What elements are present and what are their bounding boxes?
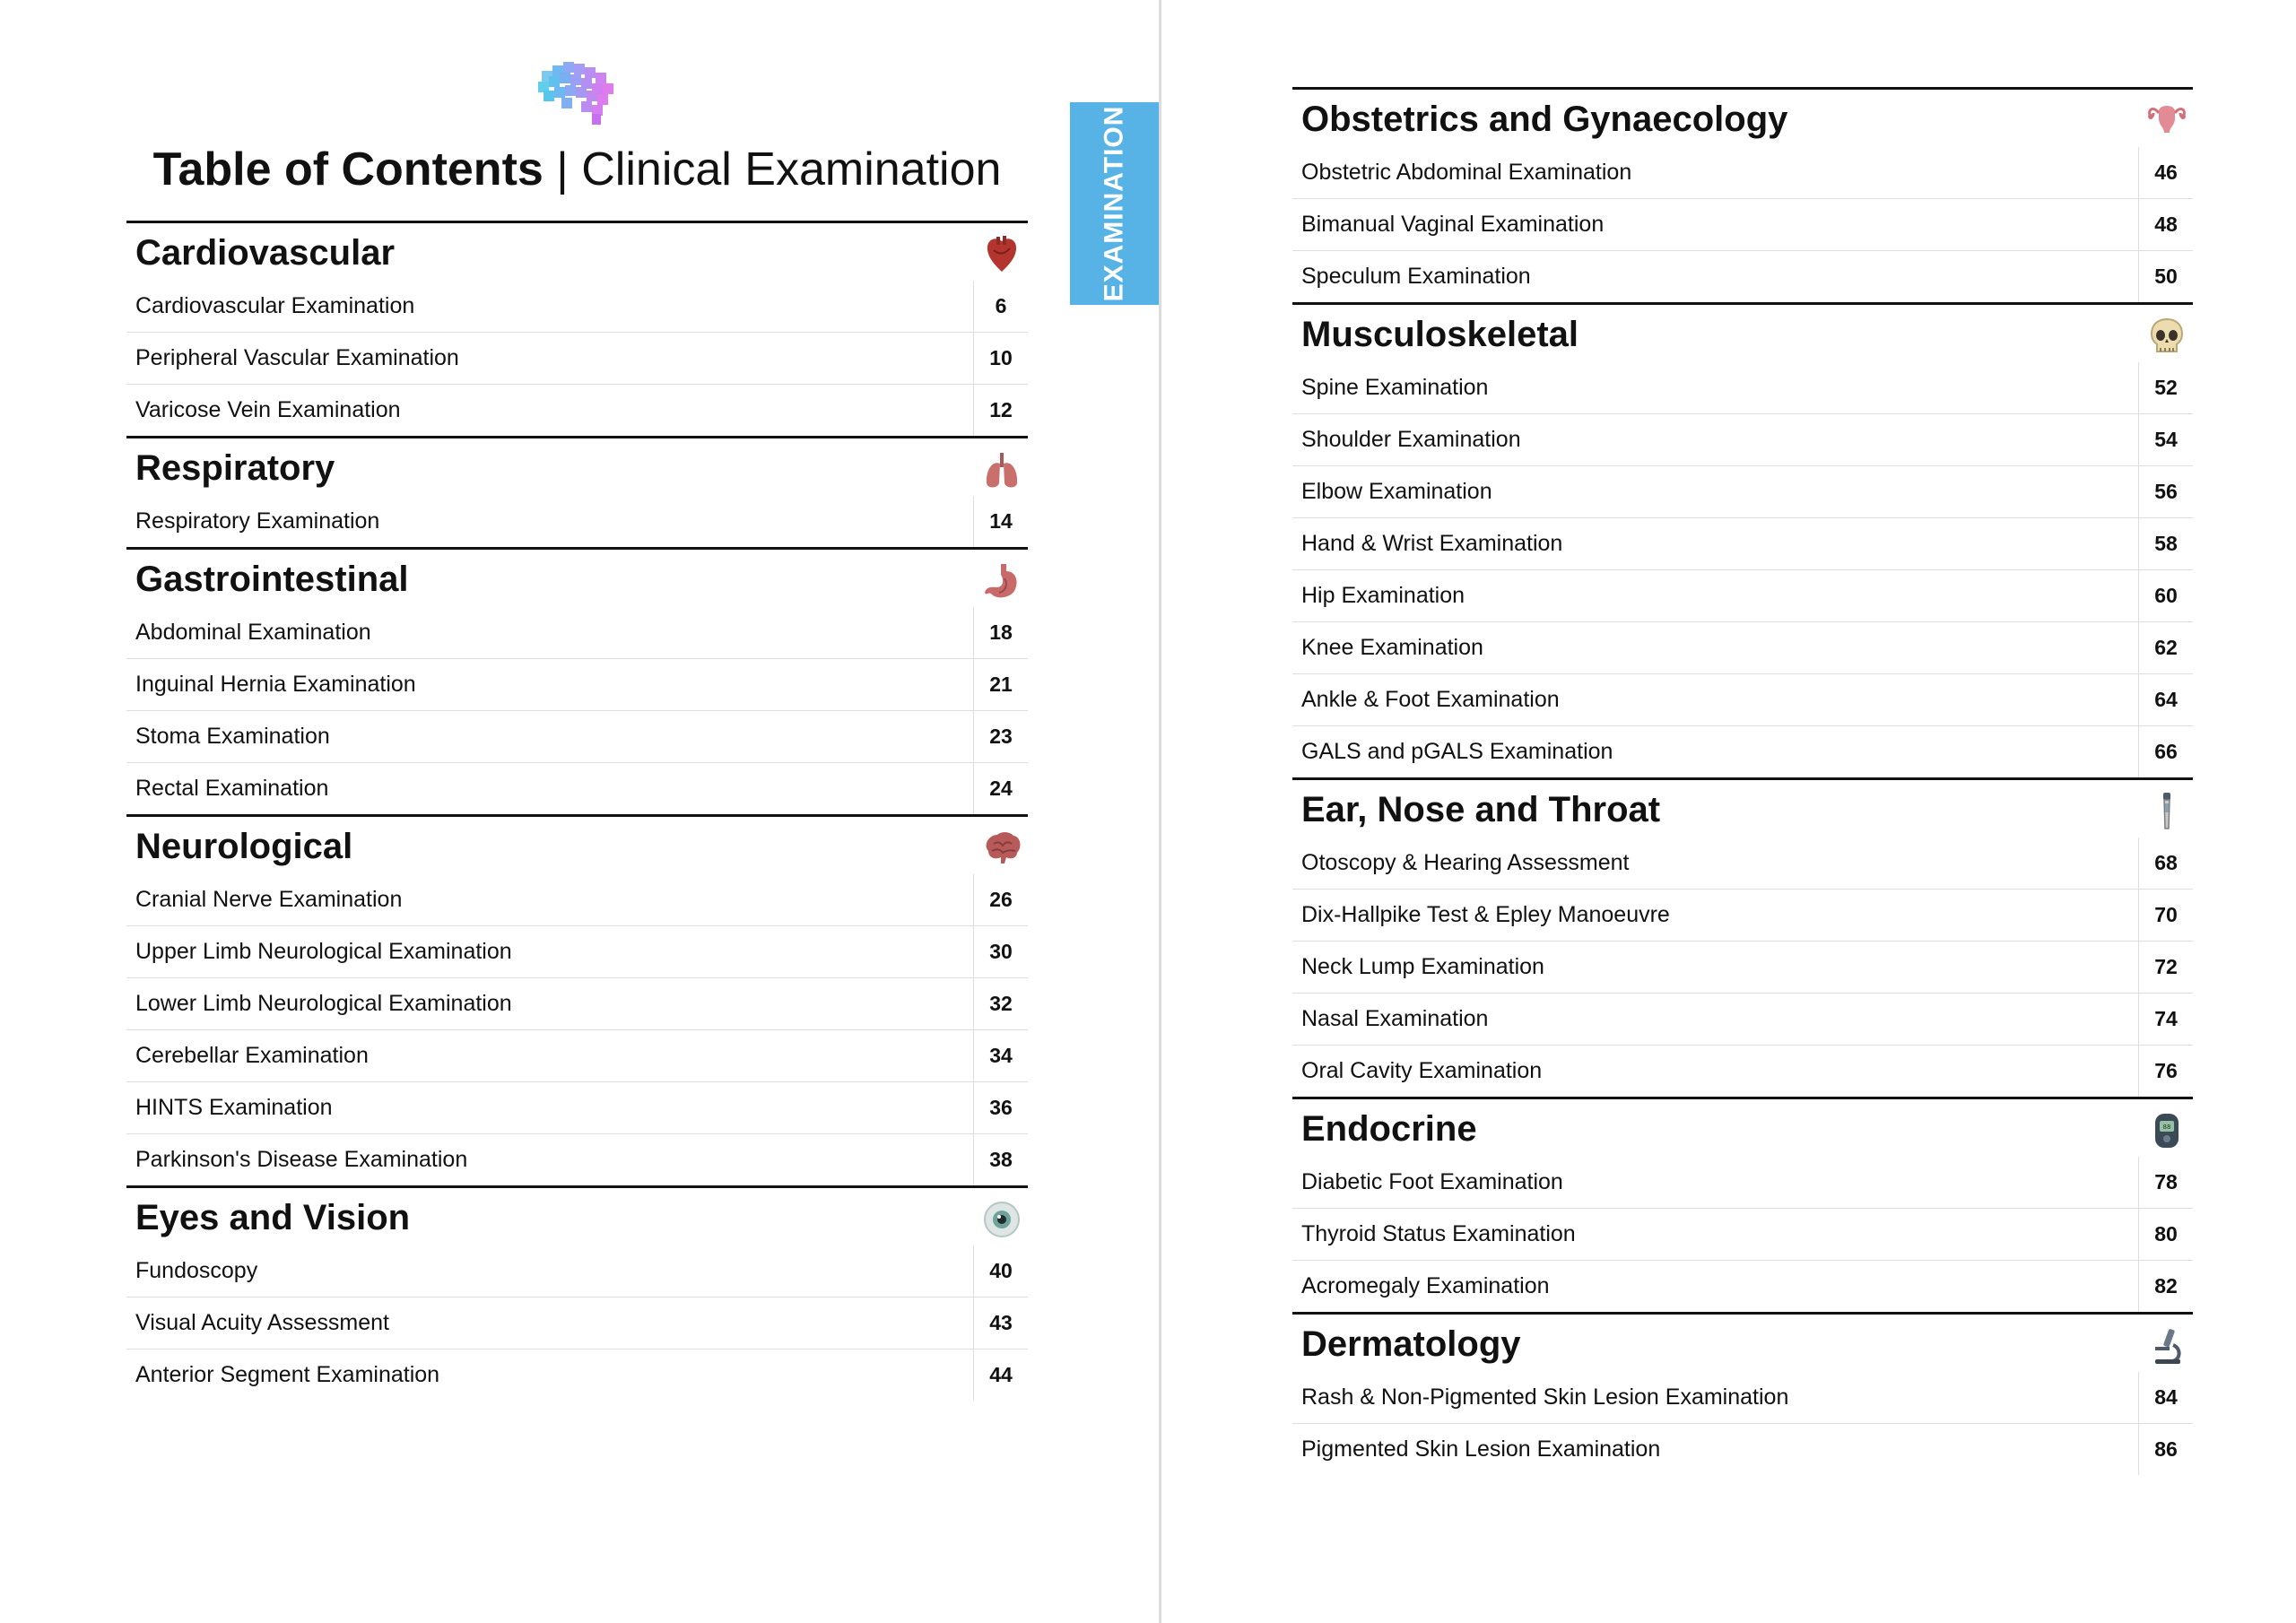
toc-entry[interactable] [126, 711, 1028, 763]
toc-entry[interactable] [1292, 994, 2193, 1046]
toc-entry-page-number: 38 [973, 1134, 1028, 1185]
toc-entry[interactable] [126, 496, 1028, 547]
toc-entry[interactable] [1292, 414, 2193, 466]
page-title [126, 141, 1028, 198]
toc-entry[interactable] [126, 1134, 1028, 1185]
glucometer-icon [2146, 1110, 2187, 1151]
section-respiratory [126, 436, 1028, 547]
toc-entry-page-number: 54 [2138, 414, 2193, 465]
toc-entry-page-number: 30 [973, 926, 1028, 977]
toc-entry-label: Thyroid Status Examination [1301, 1221, 1576, 1246]
section-cardiovascular [126, 221, 1028, 436]
toc-entry[interactable] [126, 659, 1028, 711]
section-title: Gastrointestinal [135, 560, 409, 599]
toc-entry-label: Fundoscopy [135, 1258, 258, 1283]
section-dermatology [1292, 1312, 2193, 1475]
toc-entry-label: Nasal Examination [1301, 1006, 1489, 1031]
toc-entry[interactable] [126, 1030, 1028, 1082]
toc-entry[interactable] [1292, 1372, 2193, 1424]
toc-entry-label: Elbow Examination [1301, 479, 1492, 504]
section-header [126, 223, 1028, 281]
toc-entry[interactable] [126, 763, 1028, 814]
toc-entry-page-number: 10 [973, 333, 1028, 384]
toc-entry-page-number: 74 [2138, 994, 2193, 1045]
toc-entry-label: Hand & Wrist Examination [1301, 531, 1563, 556]
toc-entry-label: Diabetic Foot Examination [1301, 1169, 1563, 1194]
section-title: Neurological [135, 827, 353, 866]
toc-entry-label: Speculum Examination [1301, 264, 1531, 289]
title-block [126, 58, 1028, 198]
toc-entry[interactable] [126, 1082, 1028, 1134]
section-title: Ear, Nose and Throat [1301, 790, 1661, 829]
toc-entry-label: Stoma Examination [135, 724, 330, 749]
toc-entry-page-number: 46 [2138, 147, 2193, 198]
section-gastrointestinal [126, 547, 1028, 814]
toc-entry-label: Cardiovascular Examination [135, 293, 415, 318]
toc-entry[interactable] [1292, 1046, 2193, 1097]
toc-entry[interactable] [126, 1350, 1028, 1401]
toc-entry[interactable] [1292, 466, 2193, 518]
toc-entry[interactable] [1292, 1261, 2193, 1312]
toc-entry-page-number: 32 [973, 978, 1028, 1029]
section-title: Respiratory [135, 448, 335, 488]
toc-entry[interactable] [1292, 890, 2193, 942]
toc-entry[interactable] [126, 607, 1028, 659]
toc-entry-page-number: 60 [2138, 570, 2193, 621]
toc-entry-label: Acromegaly Examination [1301, 1273, 1550, 1298]
toc-entry[interactable] [1292, 942, 2193, 994]
stomach-icon [981, 560, 1022, 602]
toc-entry-page-number: 86 [2138, 1424, 2193, 1475]
toc-entry[interactable] [1292, 622, 2193, 674]
toc-entry-page-number: 84 [2138, 1372, 2193, 1423]
toc-entry-label: Spine Examination [1301, 375, 1489, 400]
lungs-icon [981, 449, 1022, 490]
toc-entry-page-number: 6 [973, 281, 1028, 332]
right-contents-column [1292, 87, 2193, 1475]
svg-text:88: 88 [2162, 1124, 2171, 1131]
toc-entry-page-number: 72 [2138, 942, 2193, 993]
toc-entry-page-number: 14 [973, 496, 1028, 547]
page-spine-divider [1159, 0, 1161, 1623]
toc-entry-page-number: 26 [973, 874, 1028, 925]
toc-entry[interactable] [126, 281, 1028, 333]
toc-entry-page-number: 18 [973, 607, 1028, 658]
toc-entry-label: Obstetric Abdominal Examination [1301, 160, 1632, 185]
section-neurological [126, 814, 1028, 1185]
toc-entry-label: Oral Cavity Examination [1301, 1058, 1543, 1083]
toc-entry-label: Otoscopy & Hearing Assessment [1301, 850, 1630, 875]
toc-entry-label: Visual Acuity Assessment [135, 1310, 390, 1335]
toc-entry-page-number: 34 [973, 1030, 1028, 1081]
toc-entry-label: HINTS Examination [135, 1095, 333, 1120]
toc-entry-page-number: 64 [2138, 674, 2193, 725]
toc-entry[interactable] [1292, 199, 2193, 251]
section-title: Cardiovascular [135, 233, 396, 273]
toc-entry-page-number: 36 [973, 1082, 1028, 1133]
toc-entry[interactable] [126, 1298, 1028, 1350]
title-bold: Table of Contents [152, 143, 544, 195]
toc-entry-page-number: 12 [973, 385, 1028, 436]
section-title: Obstetrics and Gynaecology [1301, 100, 1788, 139]
toc-entry[interactable] [1292, 1209, 2193, 1261]
toc-entry-label: Peripheral Vascular Examination [135, 345, 459, 370]
toc-entry-page-number: 78 [2138, 1157, 2193, 1208]
toc-entry-page-number: 58 [2138, 518, 2193, 569]
toc-entry-page-number: 70 [2138, 890, 2193, 941]
section-endocrine [1292, 1097, 2193, 1312]
brain-logo-icon [535, 58, 621, 130]
toc-entry-label: Inguinal Hernia Examination [135, 672, 416, 697]
section-ear-nose-and-throat [1292, 777, 2193, 1097]
toc-entry-page-number: 52 [2138, 362, 2193, 413]
toc-entry-page-number: 44 [973, 1350, 1028, 1401]
toc-entry-page-number: 21 [973, 659, 1028, 710]
toc-entry-label: Dix-Hallpike Test & Epley Manoeuvre [1301, 902, 1670, 927]
section-title: Dermatology [1301, 1324, 1521, 1364]
toc-entry[interactable] [1292, 838, 2193, 890]
section-eyes-and-vision [126, 1185, 1028, 1401]
toc-entry[interactable] [126, 926, 1028, 978]
uterus-icon [2146, 100, 2187, 142]
toc-entry-page-number: 43 [973, 1298, 1028, 1349]
examination-tab[interactable] [1070, 102, 1159, 305]
toc-entry-label: Parkinson's Disease Examination [135, 1147, 468, 1172]
toc-entry-label: Pigmented Skin Lesion Examination [1301, 1436, 1661, 1462]
toc-entry-page-number: 23 [973, 711, 1028, 762]
toc-entry-page-number: 48 [2138, 199, 2193, 250]
section-title: Eyes and Vision [135, 1198, 411, 1237]
tab-label: EXAMINATION [1099, 105, 1129, 302]
toc-entry-label: Upper Limb Neurological Examination [135, 939, 512, 964]
toc-entry[interactable] [1292, 362, 2193, 414]
toc-entry-label: Rash & Non-Pigmented Skin Lesion Examination [1301, 1384, 1789, 1410]
toc-entry-label: Respiratory Examination [135, 508, 380, 534]
toc-entry-label: Anterior Segment Examination [135, 1362, 440, 1387]
toc-entry-page-number: 68 [2138, 838, 2193, 889]
toc-entry-label: Cerebellar Examination [135, 1043, 369, 1068]
toc-entry-page-number: 80 [2138, 1209, 2193, 1260]
toc-entry-page-number: 24 [973, 763, 1028, 814]
toc-entry[interactable] [1292, 147, 2193, 199]
toc-entry[interactable] [126, 978, 1028, 1030]
toc-entry-label: Lower Limb Neurological Examination [135, 991, 512, 1016]
toc-entry[interactable] [1292, 726, 2193, 777]
toc-entry-label: Neck Lump Examination [1301, 954, 1544, 979]
microscope-icon [2146, 1325, 2187, 1367]
section-header [1292, 90, 2193, 147]
toc-entry[interactable] [1292, 570, 2193, 622]
toc-entry[interactable] [1292, 674, 2193, 726]
toc-entry-label: Cranial Nerve Examination [135, 887, 403, 912]
toc-entry[interactable] [1292, 251, 2193, 302]
section-header [126, 550, 1028, 607]
left-contents-column [126, 221, 1028, 1401]
brain-icon [981, 828, 1022, 869]
section-header [1292, 305, 2193, 362]
section-title: Endocrine [1301, 1109, 1477, 1149]
otoscope-icon [2146, 791, 2187, 832]
toc-entry-label: Varicose Vein Examination [135, 397, 401, 422]
section-header [1292, 1315, 2193, 1372]
toc-entry-label: Rectal Examination [135, 776, 329, 801]
section-header [1292, 1099, 2193, 1157]
toc-entry[interactable] [126, 1245, 1028, 1298]
toc-entry[interactable] [126, 874, 1028, 926]
section-header [126, 438, 1028, 496]
section-header [126, 1188, 1028, 1245]
toc-entry-page-number: 82 [2138, 1261, 2193, 1312]
section-header [126, 817, 1028, 874]
toc-entry-label: Hip Examination [1301, 583, 1465, 608]
toc-entry-page-number: 50 [2138, 251, 2193, 302]
toc-entry[interactable] [1292, 1157, 2193, 1209]
toc-entry-label: Shoulder Examination [1301, 427, 1521, 452]
section-title: Musculoskeletal [1301, 315, 1579, 354]
section-musculoskeletal [1292, 302, 2193, 777]
toc-entry-page-number: 66 [2138, 726, 2193, 777]
toc-entry-label: GALS and pGALS Examination [1301, 739, 1613, 764]
eye-icon [981, 1199, 1022, 1240]
toc-entry-page-number: 76 [2138, 1046, 2193, 1097]
toc-entry-label: Ankle & Foot Examination [1301, 687, 1560, 712]
toc-entry-label: Knee Examination [1301, 635, 1483, 660]
toc-entry-page-number: 62 [2138, 622, 2193, 673]
section-header [1292, 780, 2193, 838]
section-obstetrics-and-gynaecology [1292, 87, 2193, 302]
toc-entry[interactable] [126, 333, 1028, 385]
toc-entry[interactable] [1292, 518, 2193, 570]
heart-icon [981, 234, 1022, 275]
skull-icon [2146, 316, 2187, 357]
toc-entry-page-number: 40 [973, 1245, 1028, 1297]
toc-entry[interactable] [126, 385, 1028, 436]
toc-entry-label: Bimanual Vaginal Examination [1301, 212, 1605, 237]
title-subtitle: Clinical Examination [581, 143, 1002, 195]
toc-entry-page-number: 56 [2138, 466, 2193, 517]
title-separator: | [556, 143, 569, 195]
toc-entry-label: Abdominal Examination [135, 620, 371, 645]
toc-entry[interactable] [1292, 1424, 2193, 1475]
